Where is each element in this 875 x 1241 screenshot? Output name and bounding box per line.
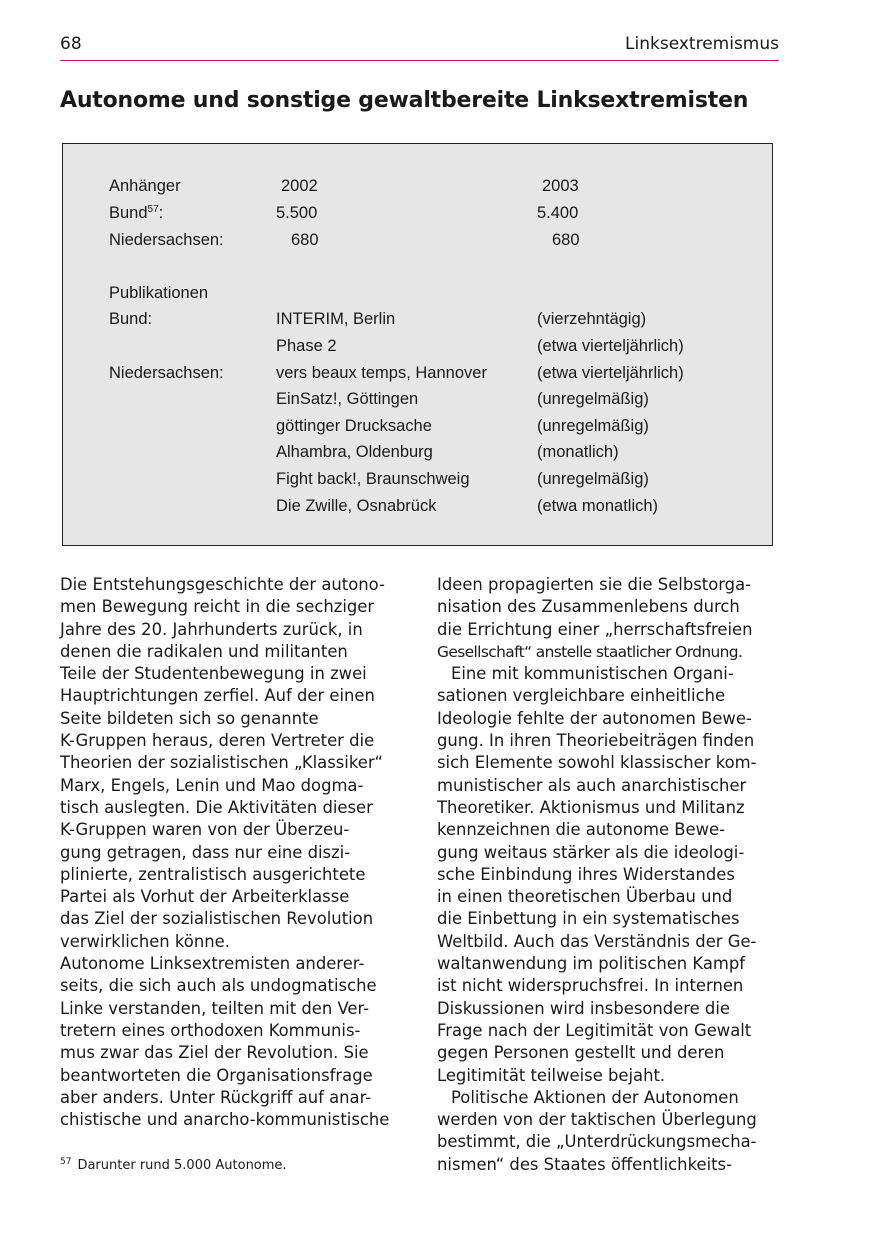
- text-line: tretern eines orthodoxen Kommunis-: [60, 1020, 361, 1040]
- text-line: die Errichtung einer „herrschaftsfreien: [437, 619, 753, 639]
- text-line: Eine mit kommunistischen Organi-: [451, 664, 734, 684]
- adherents-label: Anhänger: [109, 177, 181, 195]
- pub-bund-label: Bund:: [109, 310, 153, 328]
- publication-frequency: (unregelmäßig): [537, 417, 649, 435]
- text-line: in einen theoretischen Überbau und: [437, 887, 733, 907]
- publication-row: [63, 364, 772, 386]
- text-line: K-Gruppen waren von der Überzeu-: [60, 820, 350, 840]
- info-box: [62, 143, 773, 546]
- footnote-text: Darunter rund 5.000 Autonome.: [77, 1158, 287, 1173]
- text-line: kennzeichnen die autonome Bewe-: [437, 820, 726, 840]
- text-line: nismen“ des Staates öffentlichkeits-: [437, 1154, 732, 1174]
- publication-row: [63, 443, 772, 465]
- publication-row: [63, 497, 772, 519]
- publication-title: Fight back!, Braunschweig: [276, 470, 470, 488]
- year-2003: 2003: [542, 177, 579, 195]
- publication-row: [63, 417, 772, 439]
- text-line: Ideologie fehlte der autonomen Bewe-: [437, 708, 752, 728]
- publication-frequency: (monatlich): [537, 443, 619, 461]
- text-line: Teile der Studentenbewegung in zwei: [60, 664, 367, 684]
- text-line: ist nicht widerspruchsfrei. In internen: [437, 976, 744, 996]
- text-line: gung getragen, dass nur eine diszi-: [60, 842, 351, 862]
- text-line: werden von der taktischen Überlegung: [437, 1110, 757, 1130]
- box-row-bund: [63, 204, 772, 226]
- year-2002: 2002: [281, 177, 318, 195]
- box-row-adherents: [63, 177, 772, 199]
- text-line: Legitimität teilweise bejaht.: [437, 1065, 666, 1085]
- text-line: bestimmt, die „Unterdrückungsmecha-: [437, 1132, 757, 1152]
- bund-value-2003: 5.400: [537, 204, 579, 222]
- text-line: seits, die sich auch als undogmatische: [60, 976, 377, 996]
- publication-title: vers beaux temps, Hannover: [276, 364, 487, 382]
- text-line: mus zwar das Ziel der Revolution. Sie: [60, 1043, 369, 1063]
- text-line: men Bewegung reicht in die sechziger: [60, 597, 375, 617]
- text-line: das Ziel der sozialistischen Revolution: [60, 909, 374, 929]
- footnote-ref: 57: [147, 204, 159, 215]
- text-line: Gesellschaft“ anstelle staatlicher Ordnung.: [437, 642, 743, 661]
- text-line: Weltbild. Auch das Verständnis der Ge-: [437, 931, 757, 951]
- bund-label-cell: [109, 204, 163, 223]
- text-line: gung weitaus stärker als die ideologi-: [437, 842, 745, 862]
- text-line: plinierte, zentralistisch ausgerichtete: [60, 864, 366, 884]
- text-line: sationen vergleichbare einheitliche: [437, 686, 726, 706]
- publication-row: [63, 337, 772, 359]
- footnote-number: 57: [60, 1157, 72, 1167]
- page-number: 68: [60, 34, 82, 54]
- text-line: munistischer als auch anarchistischer: [437, 775, 747, 795]
- text-line: waltanwendung im politischen Kampf: [437, 954, 746, 974]
- text-line: Partei als Vorhut der Arbeiterklasse: [60, 887, 350, 907]
- bund-value-2002: 5.500: [276, 204, 318, 222]
- text-line: Politische Aktionen der Autonomen: [451, 1087, 739, 1107]
- publication-frequency: (unregelmäßig): [537, 470, 649, 488]
- text-line: Autonome Linksextremisten anderer-: [60, 954, 365, 974]
- publication-title: Alhambra, Oldenburg: [276, 443, 433, 461]
- publication-frequency: (etwa monatlich): [537, 497, 659, 515]
- text-line: Theorien der sozialistischen „Klassiker“: [60, 753, 384, 773]
- text-line: denen die radikalen und militanten: [60, 641, 348, 661]
- nds-label: Niedersachsen:: [109, 231, 224, 249]
- pub-nds-label: Niedersachsen:: [109, 364, 224, 382]
- section-title: Autonome und sonstige gewaltbereite Linksextremisten: [60, 88, 749, 113]
- text-line: die Einbettung in ein systematisches: [437, 909, 740, 929]
- publication-frequency: (etwa vierteljährlich): [537, 364, 684, 382]
- bund-colon: :: [158, 204, 164, 222]
- text-line: chistische und anarcho-kommunistische: [60, 1110, 390, 1130]
- running-title: Linksextremismus: [625, 34, 779, 54]
- text-line: gegen Personen gestellt und deren: [437, 1043, 725, 1063]
- footnote: [60, 1158, 287, 1173]
- text-line: K-Gruppen heraus, deren Vertreter die: [60, 731, 375, 751]
- text-line: Ideen propagierten sie die Selbstorga-: [437, 575, 752, 594]
- text-line: Theoretiker. Aktionismus und Militanz: [437, 797, 745, 817]
- publication-title: EinSatz!, Göttingen: [276, 390, 419, 408]
- bund-label: Bund: [109, 204, 148, 222]
- text-line: Marx, Engels, Lenin und Mao dogma-: [60, 775, 364, 795]
- text-line: verwirklichen könne.: [60, 931, 230, 951]
- text-line: Jahre des 20. Jahrhunderts zurück, in: [60, 619, 363, 639]
- publications-heading: Publikationen: [109, 284, 209, 302]
- text-line: sche Einbindung ihres Widerstandes: [437, 864, 735, 884]
- publication-title: INTERIM, Berlin: [276, 310, 396, 328]
- body-column-left: [60, 574, 405, 1131]
- running-header: [60, 34, 779, 62]
- publication-frequency: (vierzehntägig): [537, 310, 647, 328]
- box-row-publications-heading: [63, 284, 772, 306]
- publication-title: Die Zwille, Osnabrück: [276, 497, 437, 515]
- text-line: Die Entstehungsgeschichte der autono-: [60, 575, 385, 594]
- nds-value-2003: 680: [552, 231, 580, 249]
- nds-value-2002: 680: [291, 231, 319, 249]
- text-line: Frage nach der Legitimität von Gewalt: [437, 1020, 752, 1040]
- publication-title: göttinger Drucksache: [276, 417, 432, 435]
- text-line: nisation des Zusammenlebens durch: [437, 597, 740, 617]
- publication-row: [63, 470, 772, 492]
- text-line: Seite bildeten sich so genannte: [60, 708, 319, 728]
- text-line: Hauptrichtungen zerfiel. Auf der einen: [60, 686, 375, 706]
- text-line: tisch auslegten. Die Aktivitäten dieser: [60, 797, 373, 817]
- body-column-right: [437, 574, 782, 1176]
- text-line: sich Elemente sowohl klassischer kom-: [437, 753, 757, 773]
- header-rule: [60, 60, 779, 61]
- text-line: beantworteten die Organisationsfrage: [60, 1065, 373, 1085]
- text-line: gung. In ihren Theoriebeiträgen finden: [437, 731, 755, 751]
- publication-row: [63, 310, 772, 332]
- publication-row: [63, 390, 772, 412]
- text-line: aber anders. Unter Rückgriff auf anar-: [60, 1087, 372, 1107]
- text-line: Linke verstanden, teilten mit den Ver-: [60, 998, 370, 1018]
- publication-title: Phase 2: [276, 337, 337, 355]
- box-row-niedersachsen: [63, 231, 772, 253]
- publication-frequency: (etwa vierteljährlich): [537, 337, 684, 355]
- publication-frequency: (unregelmäßig): [537, 390, 649, 408]
- text-line: Diskussionen wird insbesondere die: [437, 998, 730, 1018]
